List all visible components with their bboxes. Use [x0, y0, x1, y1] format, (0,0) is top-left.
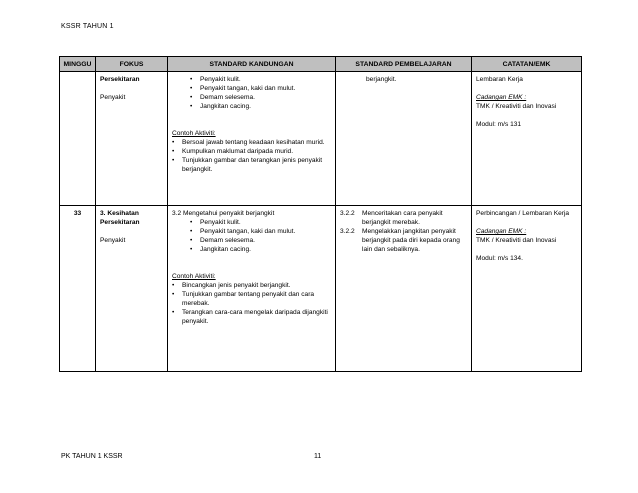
- pembelajaran-item: [340, 209, 467, 227]
- list-item: • Tunjukkan gambar tentang penyakit dan cara merebak.: [172, 290, 331, 308]
- modul-text: Modul: m/s 134.: [476, 255, 523, 262]
- emk-text: TMK / Kreativiti dan Inovasi: [476, 103, 557, 110]
- fokus-subtitle: Penyakit: [100, 94, 126, 101]
- standard-pembelajaran-cell: [336, 206, 472, 372]
- column-header-fokus: FOKUS: [96, 57, 168, 72]
- week-number: 33: [73, 210, 82, 217]
- list-item: • Demam selesema.: [190, 236, 331, 245]
- lesson-plan-table: [59, 56, 582, 372]
- list-item: • Penyakit kulit.: [190, 75, 331, 84]
- fokus-subtitle: Penyakit: [100, 237, 126, 244]
- column-header-catatan-emk: CATATAN/EMK: [472, 57, 582, 72]
- pembelajaran-number: 3.2.2: [340, 210, 355, 217]
- list-item: • Demam selesema.: [190, 93, 331, 102]
- table-row: [60, 72, 582, 206]
- list-item: • Penyakit kulit.: [190, 218, 331, 227]
- catatan-cell: [472, 72, 582, 206]
- aktiviti-title: Contoh Aktiviti:: [172, 273, 216, 280]
- column-header-minggu: MINGGU: [60, 57, 96, 72]
- pembelajaran-text: berjangkit.: [366, 76, 397, 83]
- standard-kandungan-cell: [168, 206, 336, 372]
- column-header-standard-kandungan: STANDARD KANDUNGAN: [168, 57, 336, 72]
- catatan-text: Lembaran Kerja: [476, 76, 523, 83]
- standard-heading: 3.2 Mengetahui penyakit berjangkit: [172, 210, 275, 217]
- page-header: KSSR TAHUN 1: [61, 23, 114, 30]
- emk-title: Cadangan EMK :: [476, 228, 527, 235]
- pembelajaran-text: Menceritakan cara penyakit berjangkit merebak.: [362, 210, 443, 226]
- list-item: • Bincangkan jenis penyakit berjangkit.: [172, 281, 331, 290]
- list-item: • Terangkan cara-cara mengelak daripada dijangkiti penyakit.: [172, 308, 331, 326]
- minggu-cell: [60, 206, 96, 372]
- column-header-standard-pembelajaran: STANDARD PEMBELAJARAN: [336, 57, 472, 72]
- list-item: • Penyakit tangan, kaki dan mulut.: [190, 227, 331, 236]
- list-item: • Kumpulkan maklumat daripada murid.: [172, 147, 331, 156]
- standard-kandungan-cell: [168, 72, 336, 206]
- list-item: • Jangkitan cacing.: [190, 102, 331, 111]
- minggu-cell: [60, 72, 96, 206]
- page-footer: PK TAHUN 1 KSSR: [61, 453, 123, 460]
- modul-text: Modul: m/s 131: [476, 121, 522, 128]
- pembelajaran-item: [340, 227, 467, 254]
- pembelajaran-text: Mengelakkan jangkitan penyakit berjangkit pada diri kepada orang lain dan sebaliknya.: [362, 228, 460, 253]
- fokus-title: Persekitaran: [100, 76, 140, 83]
- fokus-cell: [96, 206, 168, 372]
- list-item: • Jangkitan cacing.: [190, 245, 331, 254]
- catatan-text: Perbincangan / Lembaran Kerja: [476, 210, 570, 217]
- list-item: • Bersoal jawab tentang keadaan kesihatan murid.: [172, 138, 331, 147]
- table-row: [60, 206, 582, 372]
- emk-title: Cadangan EMK :: [476, 94, 527, 101]
- pembelajaran-number: 3.2.2: [340, 228, 355, 235]
- catatan-cell: [472, 206, 582, 372]
- aktiviti-title: Contoh Aktiviti:: [172, 130, 216, 137]
- standard-pembelajaran-cell: [336, 72, 472, 206]
- table-header-row: [60, 57, 582, 72]
- fokus-title: 3. Kesihatan Persekitaran: [100, 210, 140, 226]
- list-item: • Tunjukkan gambar dan terangkan jenis penyakit berjangkit.: [172, 156, 331, 174]
- list-item: • Penyakit tangan, kaki dan mulut.: [190, 84, 331, 93]
- fokus-cell: [96, 72, 168, 206]
- page-number: 11: [314, 453, 322, 460]
- emk-text: TMK / Kreativiti dan Inovasi: [476, 237, 557, 244]
